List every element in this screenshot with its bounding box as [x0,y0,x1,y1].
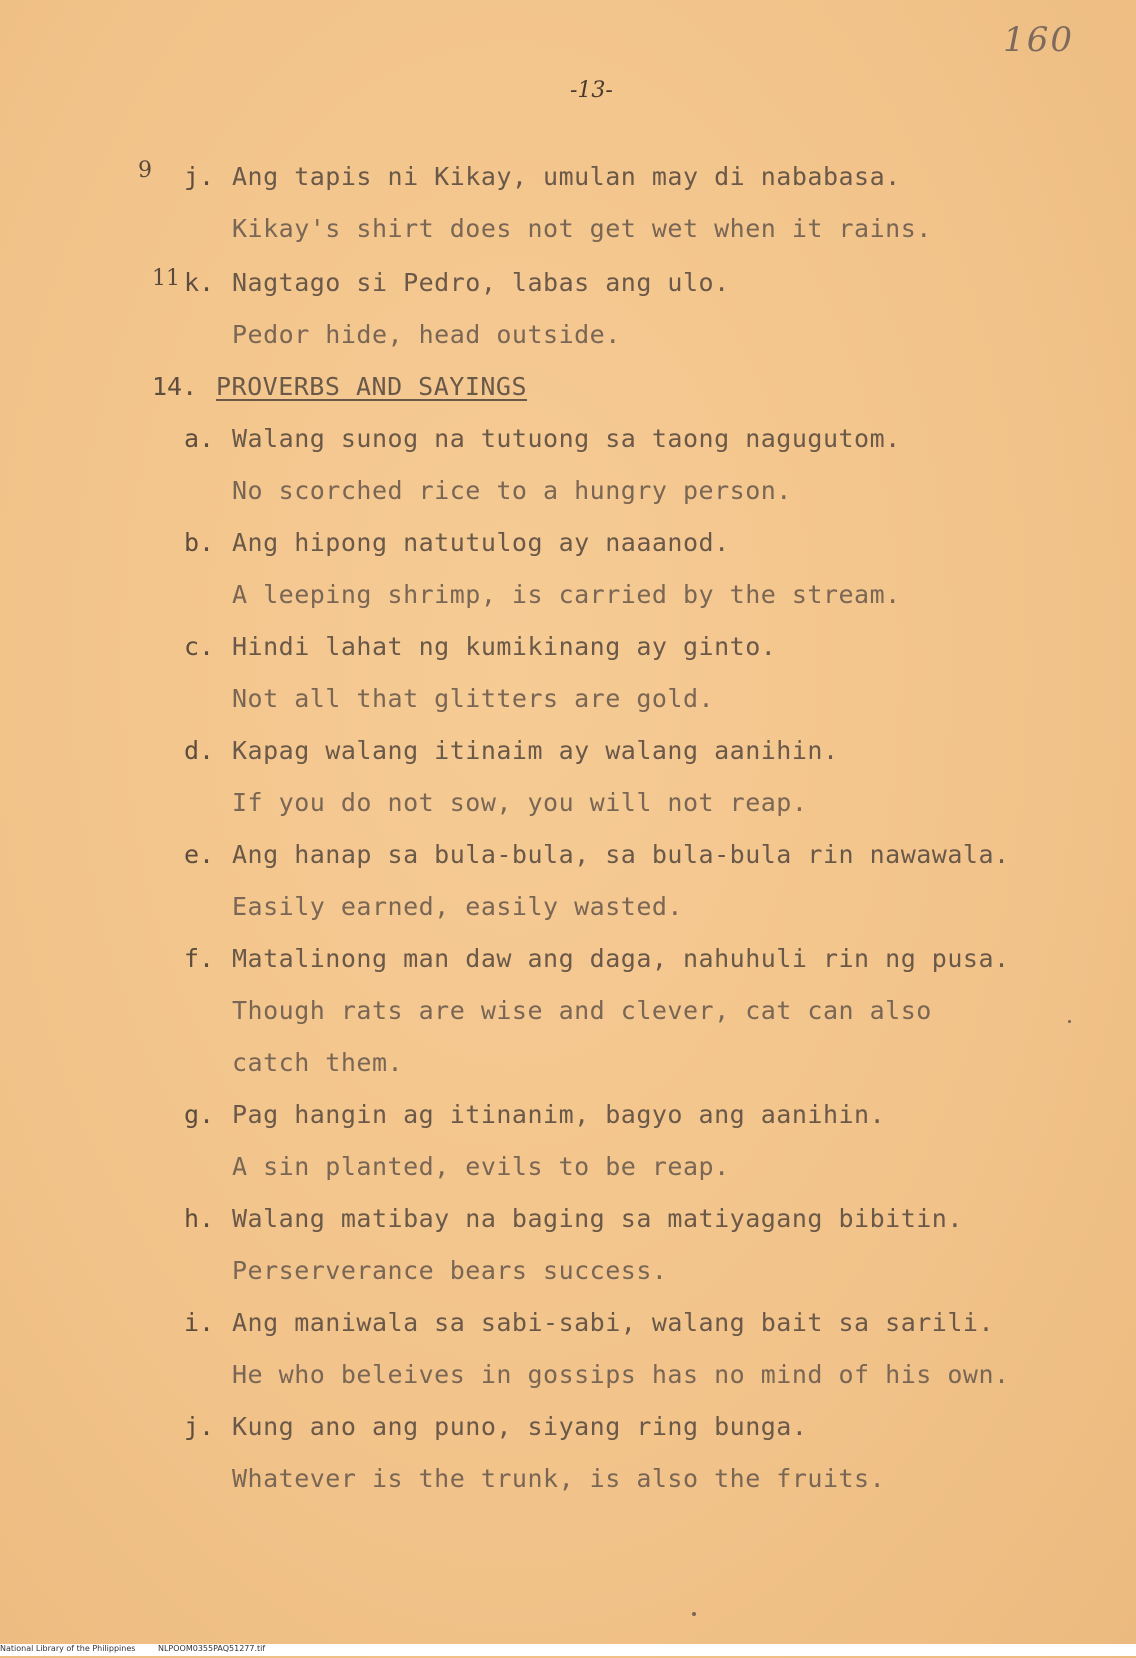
proverb-translation: He who beleives in gossips has no mind of his own. [232,1360,1010,1389]
margin-mark: 11 [152,266,180,291]
proverb-translation: Not all that glitters are gold. [232,684,715,713]
proverb-label: h. [184,1204,215,1233]
proverb-translation: A leeping shrimp, is carried by the stream. [232,580,901,609]
item-label: k. [184,268,215,297]
proverb-translation-continued: catch them. [232,1048,404,1077]
proverb-translation: Though rats are wise and clever, cat can also [232,996,932,1025]
paper-speck [692,1612,696,1616]
proverb-text: Kung ano ang puno, siyang ring bunga. [232,1412,808,1441]
proverb-label: g. [184,1100,215,1129]
item-label: j. [184,162,215,191]
scan-footer [0,1644,1136,1656]
proverb-label: f. [184,944,215,973]
section-number: 14. [152,372,198,401]
typed-page-number: -13- [570,78,613,103]
footer-file: NLPOOM0355PAQ51277.tif [157,1644,266,1653]
section-title: PROVERBS AND SAYINGS [216,372,528,401]
item-translation: Pedor hide, head outside. [232,320,621,349]
proverb-text: Hindi lahat ng kumikinang ay ginto. [232,632,777,661]
proverb-label: e. [184,840,215,869]
proverb-text: Matalinong man daw ang daga, nahuhuli rin ng pusa. [232,944,1010,973]
proverb-translation: Perserverance bears success. [232,1256,668,1285]
proverb-text: Ang maniwala sa sabi-sabi, walang bait sa sarili. [232,1308,995,1337]
item-text: Ang tapis ni Kikay, umulan may di nababasa. [232,162,901,191]
margin-mark: 9 [138,158,152,183]
proverb-label: c. [184,632,215,661]
proverb-translation: A sin planted, evils to be reap. [232,1152,730,1181]
proverb-translation: No scorched rice to a hungry person. [232,476,792,505]
proverb-label: d. [184,736,215,765]
proverb-text: Kapag walang itinaim ay walang aanihin. [232,736,839,765]
proverb-label: a. [184,424,215,453]
paper-speck [1068,1020,1071,1023]
proverb-text: Pag hangin ag itinanim, bagyo ang aanihin. [232,1100,886,1129]
proverb-text: Walang sunog na tutuong sa taong nagugutom. [232,424,901,453]
item-translation: Kikay's shirt does not get wet when it rains. [232,214,932,243]
proverb-text: Ang hanap sa bula-bula, sa bula-bula rin nawawala. [232,840,1010,869]
proverb-label: b. [184,528,215,557]
proverb-text: Ang hipong natutulog ay naaanod. [232,528,730,557]
proverb-label: j. [184,1412,215,1441]
proverb-translation: Easily earned, easily wasted. [232,892,683,921]
handwritten-page-number: 160 [1003,20,1074,60]
footer-library: National Library of the Philippines [0,1644,136,1653]
proverb-label: i. [184,1308,215,1337]
item-text: Nagtago si Pedro, labas ang ulo. [232,268,730,297]
proverb-text: Walang matibay na baging sa matiyagang bibitin. [232,1204,963,1233]
proverb-translation: Whatever is the trunk, is also the fruits. [232,1464,886,1493]
proverb-translation: If you do not sow, you will not reap. [232,788,808,817]
